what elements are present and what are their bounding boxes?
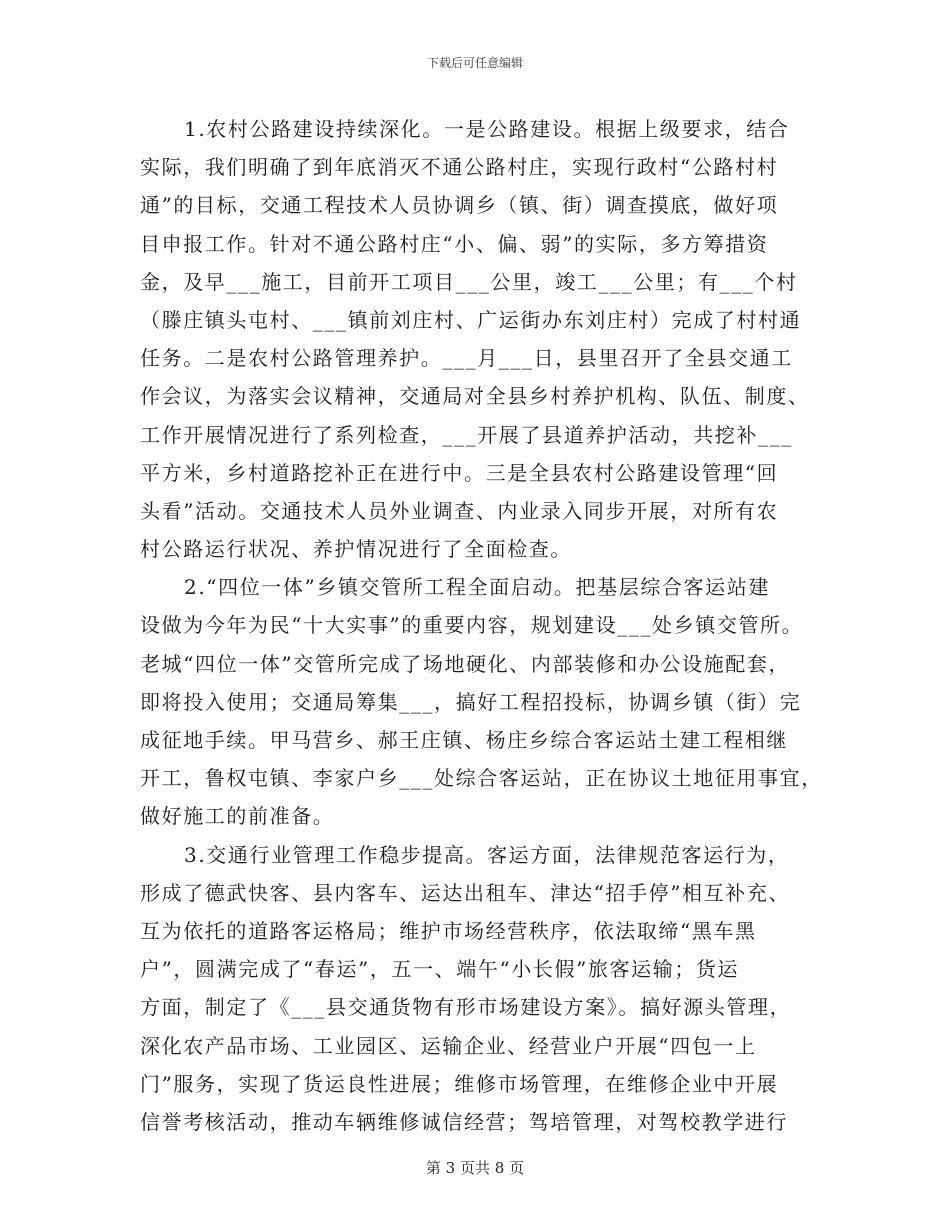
text-line: 成征地手续。甲马营乡、郝王庄镇、杨庄乡综合客运站土建工程相继 xyxy=(140,728,788,752)
text-line: 3.交通行业管理工作稳步提高。客运方面，法律规范客运行为， xyxy=(184,842,790,867)
document-body xyxy=(140,110,830,1141)
text-line: 设做为今年为民“十大实事”的重要内容，规划建设___处乡镇交管所。 xyxy=(140,613,804,638)
text-line: 实际，我们明确了到年底消灭不通公路村庄，实现行政村“公路村村 xyxy=(140,155,779,180)
text-line: 老城“四位一体”交管所完成了场地硬化、内部装修和办公设施配套， xyxy=(140,651,791,676)
text-line: 门”服务，实现了货运良性进展；维修市场管理，在维修企业中开展 xyxy=(140,1071,779,1096)
text-line: 2.“四位一体”乡镇交管所工程全面启动。把基层综合客运站建 xyxy=(184,575,770,600)
text-line: 金，及早___施工，目前开工项目___公里，竣工___公里；有___个村 xyxy=(140,269,798,294)
page-header-note: 下载后可任意编辑 xyxy=(426,56,523,70)
text-line: 作会议，为落实会议精神，交通局对全县乡村养护机构、队伍、制度、 xyxy=(140,384,810,409)
text-line: 工作开展情况进行了系列检查，___开展了县道养护活动，共挖补___ xyxy=(140,422,793,447)
text-line: 深化农产品市场、工业园区、运输企业、经营业户开展“四包一上 xyxy=(140,1033,757,1058)
paragraph xyxy=(140,568,830,835)
paragraph xyxy=(140,836,830,1142)
text-line: 即将投入使用；交通局筹集___，搞好工程招投标，协调乡镇（街）完 xyxy=(140,689,802,714)
text-line: 村公路运行状况、养护情况进行了全面检查。 xyxy=(140,537,572,562)
text-line: （滕庄镇头屯村、___镇前刘庄村、广运街办东刘庄村）完成了村村通 xyxy=(140,307,802,332)
page-number: 第 3 页共 8 页 xyxy=(425,1159,525,1177)
text-line: 户”，圆满完成了“春运”，五一、端午“小长假”旅客运输；货运 xyxy=(140,957,740,982)
text-line: 开工，鲁权屯镇、李家户乡___处综合客运站，正在协议土地征用事宜， xyxy=(140,766,823,791)
text-line: 做好施工的前准备。 xyxy=(140,804,335,829)
text-line: 通”的目标，交通工程技术人员协调乡（镇、街）调查摸底，做好项 xyxy=(140,193,779,218)
text-line: 目申报工作。针对不通公路村庄“小、偏、弱”的实际，多方筹措资 xyxy=(140,231,769,256)
text-line: 1.农村公路建设持续深化。一是公路建设。根据上级要求，结合 xyxy=(184,117,790,141)
text-line: 方面，制定了《___县交通货物有形市场建设方案》。搞好源头管理， xyxy=(140,995,792,1020)
text-line: 信誉考核活动，推动车辆维修诚信经营；驾培管理，对驾校教学进行 xyxy=(140,1109,788,1134)
text-line: 平方米，乡村道路挖补正在进行中。三是全县农村公路建设管理“回 xyxy=(140,460,779,485)
text-line: 形成了德武快客、县内客车、运达出租车、津达“招手停”相互补充、 xyxy=(140,880,791,905)
text-line: 任务。二是农村公路管理养护。___月___日，县里召开了全县交通工 xyxy=(140,346,793,371)
text-line: 互为依托的道路客运格局；维护市场经营秩序，依法取缔“黑车黑 xyxy=(140,918,757,943)
paragraph xyxy=(140,110,830,568)
text-line: 头看”活动。交通技术人员外业调查、内业录入同步开展，对所有农 xyxy=(140,498,779,523)
